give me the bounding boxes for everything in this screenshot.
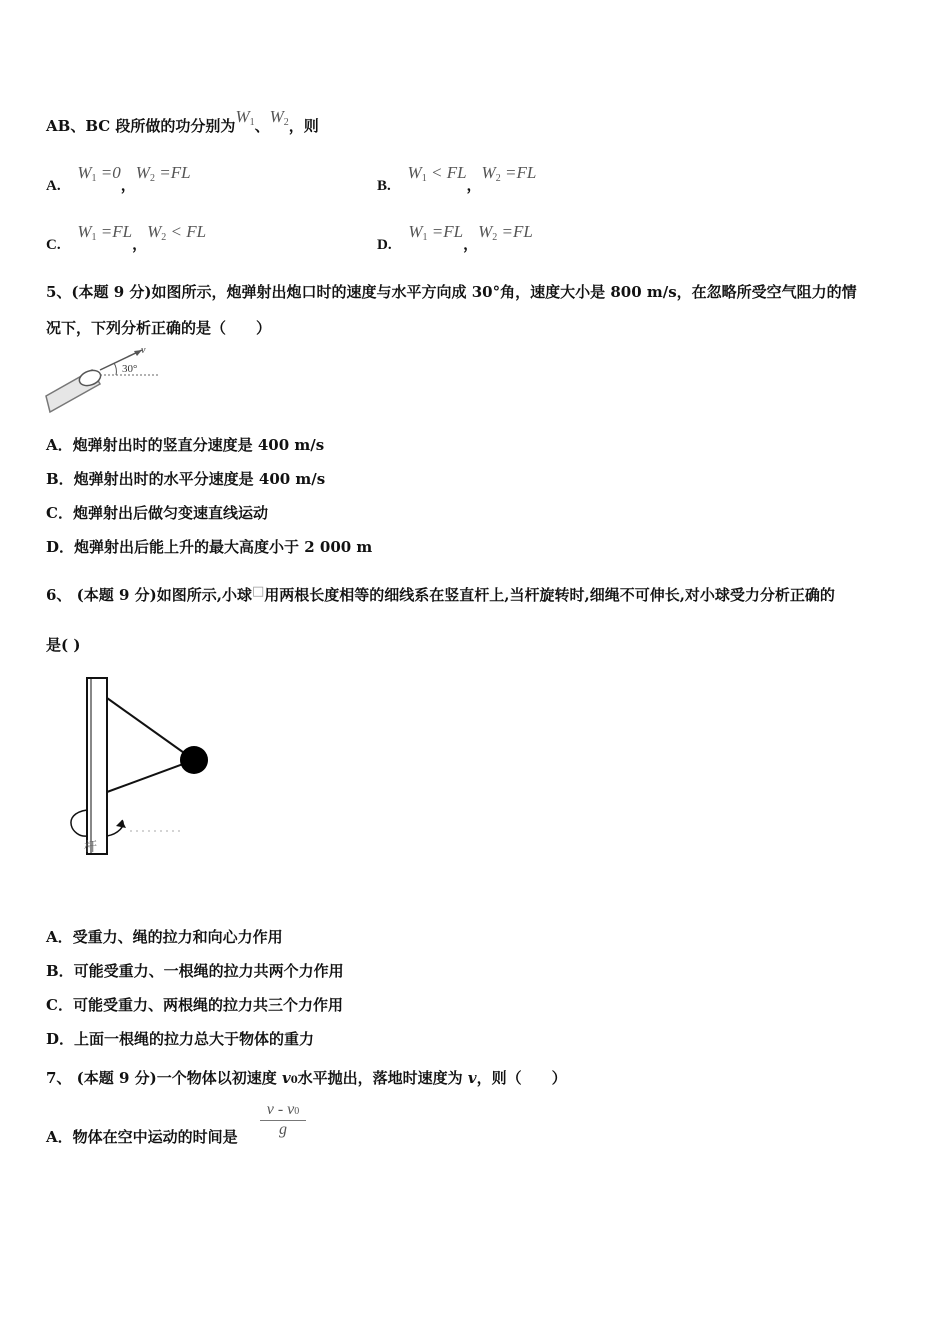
cannon-figure	[44, 344, 164, 416]
rotating-rod-figure	[70, 674, 220, 864]
q5-stem-line2: 况下，下列分析正确的是（ ）	[46, 319, 272, 337]
q5-option-a[interactable]: A．炮弹射出时的竖直分速度是 400 m/s	[46, 436, 325, 454]
q6-option-b[interactable]: B．可能受重力、一根绳的拉力共两个力作用	[46, 962, 344, 980]
q6-option-a[interactable]: A．受重力、绳的拉力和向心力作用	[46, 928, 283, 946]
missing-symbol-box: □	[251, 584, 265, 599]
intro-line: AB、BC 段所做的功分别为$W_1$、$W_2$，则	[46, 107, 319, 135]
q5-stem-line1: 5、(本题 9 分)如图所示，炮弹射出炮口时的速度与水平方向成 30°角，速度大小是 800 m/s，在忽略所受空气阻力的情	[46, 283, 857, 301]
q6-option-c[interactable]: C．可能受重力、两根绳的拉力共三个力作用	[46, 996, 343, 1014]
w1-symbol: W	[235, 107, 250, 126]
w2-symbol: W	[269, 107, 284, 126]
intro-text: AB、BC 段所做的功分别为	[46, 117, 236, 135]
q6-option-d[interactable]: D．上面一根绳的拉力总大于物体的重力	[46, 1030, 315, 1048]
q5-option-d[interactable]: D．炮弹射出后能上升的最大高度小于 2 000 m	[46, 538, 373, 556]
angle-arc	[114, 363, 116, 375]
q4-option-c[interactable]: C. $W_1 =FL$，$W_2$ < FL	[46, 222, 207, 253]
q4-option-a[interactable]: A. $W_1 =0$，$W_2 =FL$	[46, 163, 191, 194]
velocity-label: v	[141, 345, 146, 356]
q5-option-b[interactable]: B．炮弹射出时的水平分速度是 400 m/s	[46, 470, 326, 488]
vertical-rod	[87, 678, 107, 854]
time-fraction	[260, 1101, 306, 1139]
q5-option-c[interactable]: C．炮弹射出后做匀变速直线运动	[46, 504, 268, 522]
q6-stem-line1: 6、 (本题 9 分)如图所示,小球□用两根长度相等的细线系在竖直杆上,当杆旋转时,细绳不可伸长,对小球受力分析正确的	[46, 584, 835, 604]
q6-stem-line2: 是( )	[46, 636, 81, 654]
rod-label: 杆	[84, 840, 98, 855]
angle-label: 30°	[122, 363, 138, 375]
q7-stem: 7、 (本题 9 分)一个物体以初速度 v0水平抛出，落地时速度为 v，则（ ）	[46, 1069, 567, 1087]
q4-option-b[interactable]: B. $W_1$ < FL，$W_2 =FL$	[377, 163, 537, 194]
ball	[180, 746, 208, 774]
q7-option-a[interactable]: A．物体在空中运动的时间是	[46, 1128, 238, 1146]
fraction-numerator: v - v0	[260, 1101, 306, 1121]
upper-string	[107, 698, 194, 760]
fraction-denominator: g	[279, 1121, 287, 1138]
q4-option-d[interactable]: D. $W_1 =FL$，$W_2 =FL$	[377, 222, 533, 253]
